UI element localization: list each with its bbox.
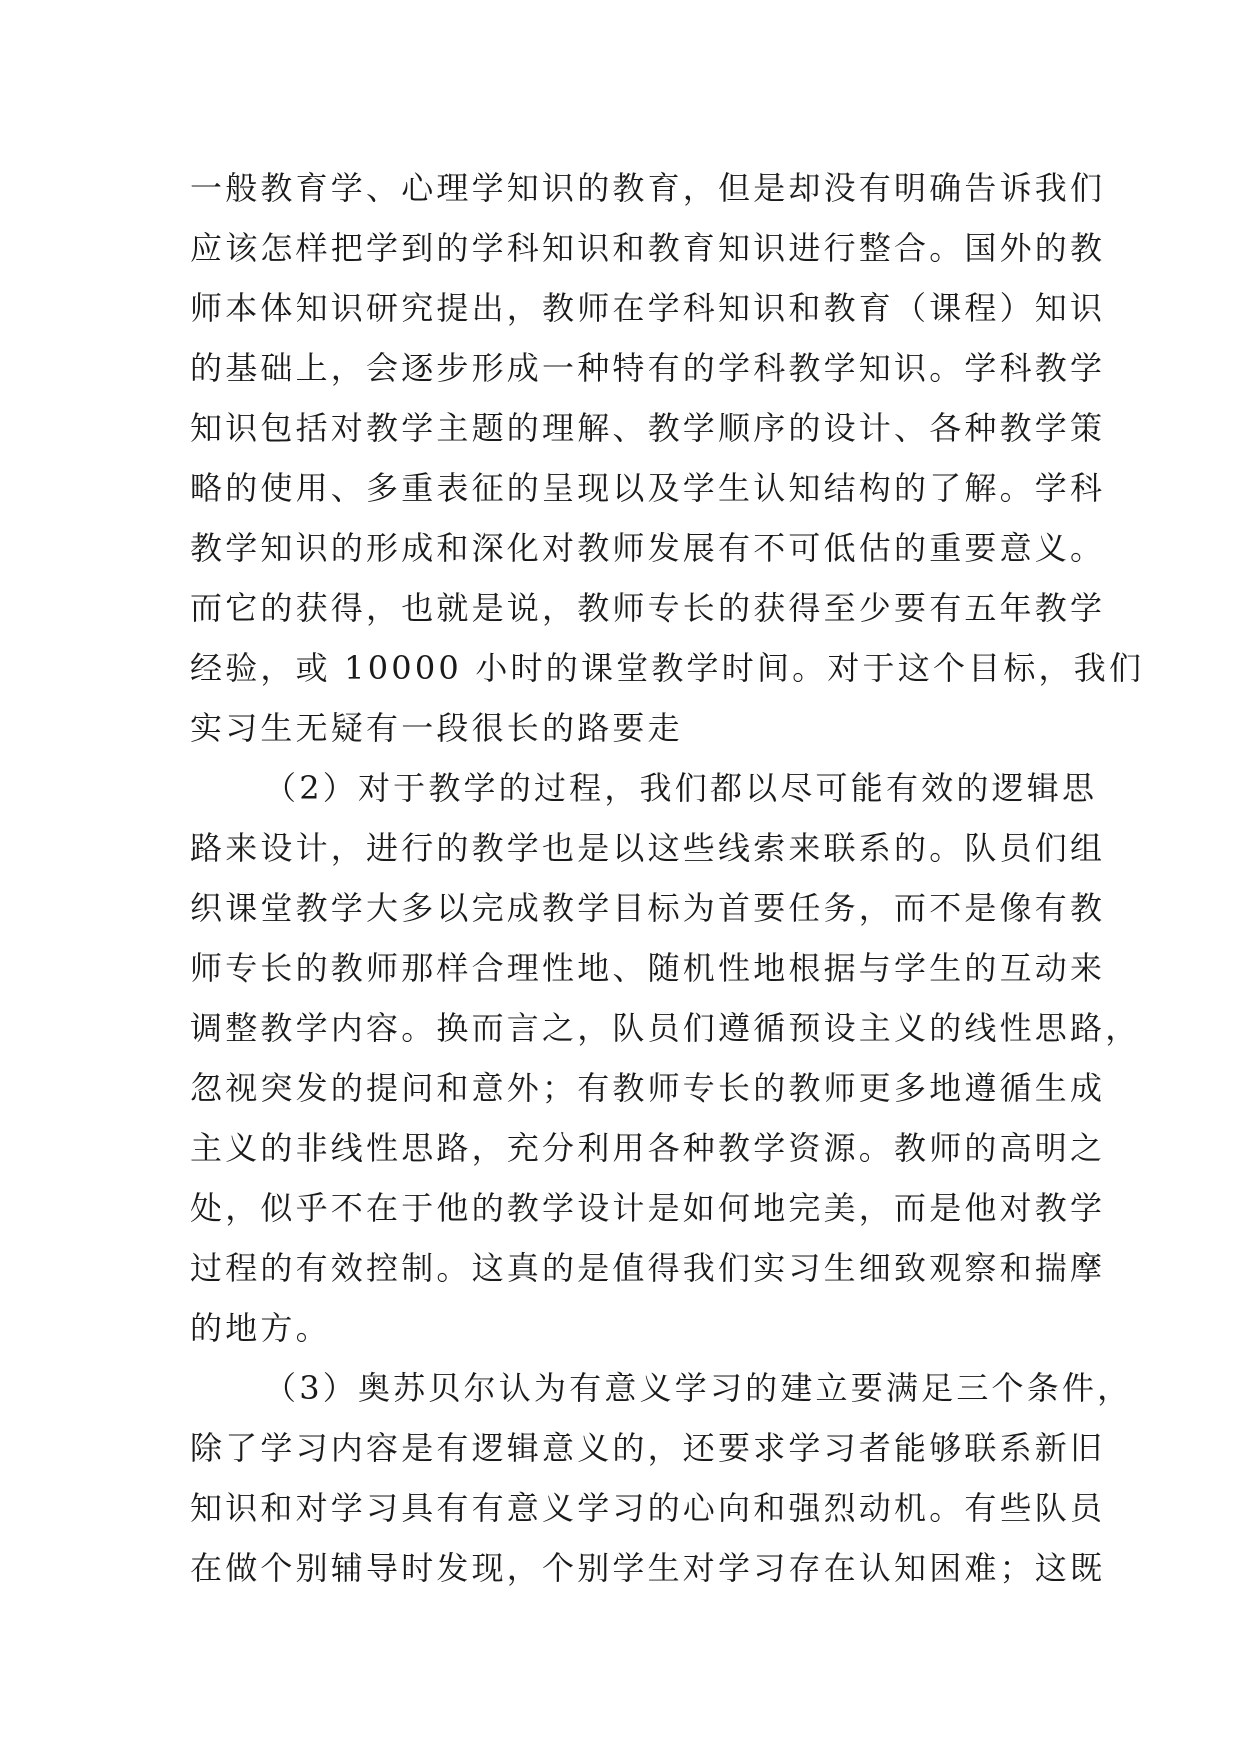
paragraph-start-line: （3）奥苏贝尔认为有意义学习的建立要满足三个条件， (264, 1369, 1133, 1407)
text-line: 知识包括对教学主题的理解、教学顺序的设计、各种教学策 (190, 409, 1106, 447)
text-line: 织课堂教学大多以完成教学目标为首要任务，而不是像有教 (190, 889, 1106, 927)
text-line: 处，似乎不在于他的教学设计是如何地完美，而是他对教学 (190, 1189, 1106, 1227)
text-line: 除了学习内容是有逻辑意义的，还要求学习者能够联系新旧 (190, 1429, 1106, 1467)
text-line: 忽视突发的提问和意外；有教师专长的教师更多地遵循生成 (190, 1069, 1106, 1107)
text-line: 的基础上，会逐步形成一种特有的学科教学知识。学科教学 (190, 349, 1106, 387)
text-line: 的地方。 (190, 1309, 331, 1347)
text-line: 在做个别辅导时发现，个别学生对学习存在认知困难；这既 (190, 1549, 1106, 1587)
text-line: 知识和对学习具有有意义学习的心向和强烈动机。有些队员 (190, 1489, 1106, 1527)
text-line: 教学知识的形成和深化对教师发展有不可低估的重要意义。 (190, 529, 1106, 567)
text-line: 调整教学内容。换而言之，队员们遵循预设主义的线性思路， (190, 1009, 1141, 1047)
text-line: 路来设计，进行的教学也是以这些线索来联系的。队员们组 (190, 829, 1106, 867)
text-line: 师本体知识研究提出，教师在学科知识和教育（课程）知识 (190, 289, 1106, 327)
text-line: 主义的非线性思路，充分利用各种教学资源。教师的高明之 (190, 1129, 1106, 1167)
text-line: 过程的有效控制。这真的是值得我们实习生细致观察和揣摩 (190, 1249, 1106, 1287)
body-text (190, 158, 1145, 1598)
text-line: 经验，或 10000 小时的课堂教学时间。对于这个目标，我们 (190, 649, 1145, 687)
text-line: 而它的获得，也就是说，教师专长的获得至少要有五年教学 (190, 589, 1106, 627)
text-line: 师专长的教师那样合理性地、随机性地根据与学生的互动来 (190, 949, 1106, 987)
paragraph-start-line: （2）对于教学的过程，我们都以尽可能有效的逻辑思 (264, 769, 1098, 807)
text-line: 略的使用、多重表征的呈现以及学生认知结构的了解。学科 (190, 469, 1106, 507)
text-line: 应该怎样把学到的学科知识和教育知识进行整合。国外的教 (190, 229, 1106, 267)
text-line: 一般教育学、心理学知识的教育，但是却没有明确告诉我们 (190, 169, 1106, 207)
text-line: 实习生无疑有一段很长的路要走 (190, 709, 683, 747)
